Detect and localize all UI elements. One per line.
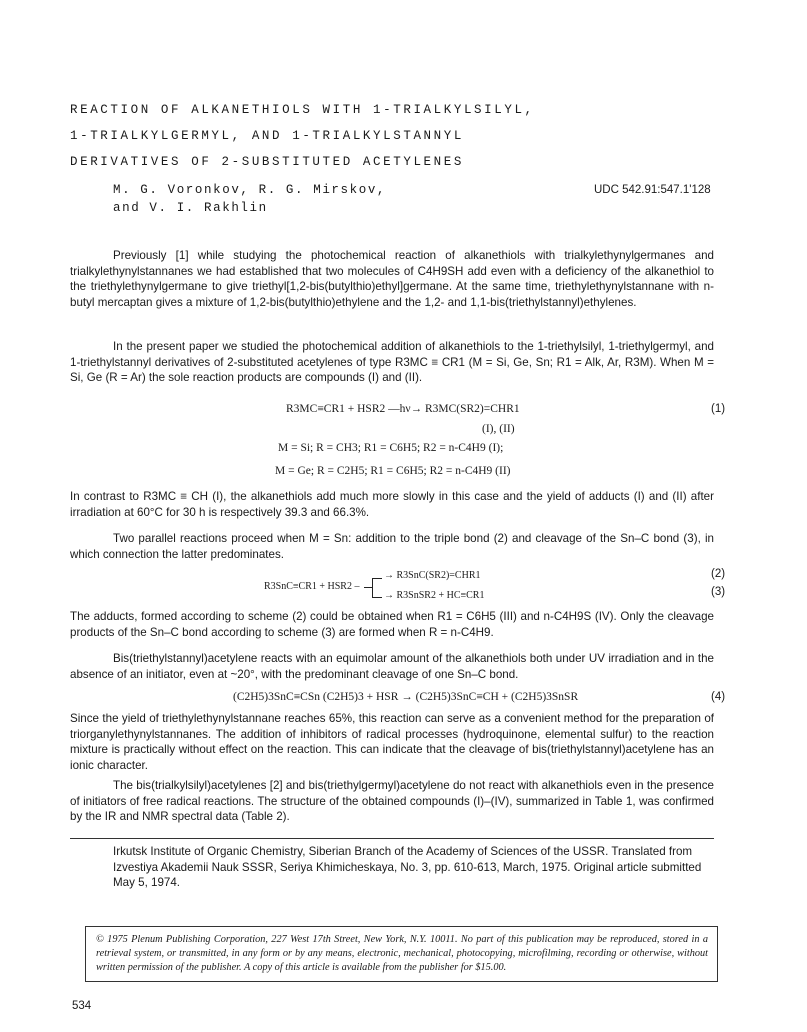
paragraph-1: Previously [1] while studying the photochemical reaction of alkanethiols with trialkylethynylgermanes and trialkylethynylstannanes we had established that two molecules of C4H9SH add even with a deficiency of the alkanethiol to the triethylethynylgermane to give triethyl[1,2-bis(butylthio)ethyl]germane. At the same time, triethylethynylstannane with n-butyl mercaptan gives a mixture of 1,2-bis(butylthio)ethylene and the 1,2- and 1,1-bis(triethylstannyl)ethylenes. <box>70 249 714 309</box>
equation-3-number: (3) <box>711 586 726 598</box>
page-number: 534 <box>72 1000 92 1012</box>
article-title-line-1: REACTION OF ALKANETHIOLS WITH 1-TRIALKYLSILYL, <box>70 103 535 117</box>
scheme-branch-bottom <box>372 597 382 598</box>
scheme-branch-stem <box>364 587 372 588</box>
equation-1-products: (I), (II) <box>482 423 515 435</box>
paragraph-7: Since the yield of triethylethynylstannane reaches 65%, this reaction can serve as a convenient method for the preparation of triorganylethynylstannanes. The addition of inhibitors of radical processes (hydroquinone, elemental sulfur) to the reaction mixture is practically without effect on the reaction. This can indicate that the cleavage of bis(triethylstannyl)acetylene has an ionic character. <box>70 712 714 772</box>
authors-line-2: and V. I. Rakhlin <box>113 201 268 215</box>
scheme-branch-top <box>372 578 382 579</box>
equation-4-number: (4) <box>711 691 726 703</box>
equation-3-product: → R3SnSR2 + HC≡CR1 <box>384 590 485 601</box>
paragraph-5: The adducts, formed according to scheme (2) could be obtained when R1 = C6H5 (III) and n-C4H9S (IV). Only the cleavage products of the Sn–C bond according to scheme (3) are formed when R = n-C4H9. <box>70 610 714 639</box>
equation-2-number: (2) <box>711 568 726 580</box>
equation-1: R3MC≡CR1 + HSR2 —hν→ R3MC(SR2)=CHR1 <box>286 403 520 415</box>
scheme-branch-bracket <box>372 578 373 598</box>
equation-1-condition-1: M = Si; R = CH3; R1 = C6H5; R2 = n-C4H9 (I); <box>278 442 504 454</box>
paragraph-4: Two parallel reactions proceed when M = Sn: addition to the triple bond (2) and cleavage of the Sn–C bond (3), in which connection the latter predominates. <box>70 532 714 561</box>
udc-code: UDC 542.91:547.1'128 <box>594 184 711 196</box>
authors-line-1: M. G. Voronkov, R. G. Mirskov, <box>113 183 387 197</box>
paragraph-6: Bis(triethylstannyl)acetylene reacts with an equimolar amount of the alkanethiols both under UV irradiation and in the absence of an initiator, even at ~20°, with the predominant cleavage of one Sn–C bond. <box>70 652 714 681</box>
paragraph-2: In the present paper we studied the photochemical addition of alkanethiols to the 1-triethylsilyl, 1-triethylgermyl, and 1-triethylstannyl derivatives of 2-substituted acetylenes of type R3MC ≡ CR1 (M = Si, Ge, Sn; R1 = Alk, Ar, R3M). When M = Si, Ge (R = Ar) the sole reaction products are compounds (I) and (II). <box>70 340 714 384</box>
equation-4: (C2H5)3SnC≡CSn (C2H5)3 + HSR → (C2H5)3SnC≡CH + (C2H5)3SnSR <box>233 691 579 703</box>
copyright-notice: © 1975 Plenum Publishing Corporation, 227 West 17th Street, New York, N.Y. 10011. No part of this publication may be reproduced, stored in a retrieval system, or transmitted, in any form or by any means, electronic, mechanical, photocopying, microfilming, recording or otherwise, without written permission of the publisher. A copy of this article is available from the publisher for $15.00. <box>96 934 708 973</box>
paragraph-8: The bis(trialkylsilyl)acetylenes [2] and bis(triethylgermyl)acetylene do not react with alkanethiols even in the presence of initiators of free radical reactions. The structure of the obtained compounds (I)–(IV), summarized in Table 1, was confirmed by the IR and NMR spectral data (Table 2). <box>70 779 714 823</box>
paragraph-3: In contrast to R3MC ≡ CH (I), the alkanethiols add much more slowly in this case and the yield of adducts (I) and (II) after irradiation at 60°C for 30 h is respectively 39.3 and 66.3%. <box>70 490 714 519</box>
article-title-line-3: DERIVATIVES OF 2-SUBSTITUTED ACETYLENES <box>70 155 464 169</box>
equation-1-number: (1) <box>711 403 726 415</box>
affiliation-note: Irkutsk Institute of Organic Chemistry, Siberian Branch of the Academy of Sciences of the USSR. Translated from Izvestiya Akademii Nauk SSSR, Seriya Khimicheskaya, No. 3, pp. 610-613, March, 1975. Original article submitted May 5, 1974. <box>113 845 702 889</box>
equation-2-product: → R3SnC(SR2)=CHR1 <box>384 570 481 581</box>
equation-1-condition-2: M = Ge; R = C2H5; R1 = C6H5; R2 = n-C4H9 (II) <box>275 465 511 477</box>
article-title-line-2: 1-TRIALKYLGERMYL, AND 1-TRIALKYLSTANNYL <box>70 129 464 143</box>
footnote-rule <box>70 838 714 839</box>
copyright-box <box>85 926 718 982</box>
equation-2-reactants: R3SnC≡CR1 + HSR2 – <box>264 581 360 592</box>
